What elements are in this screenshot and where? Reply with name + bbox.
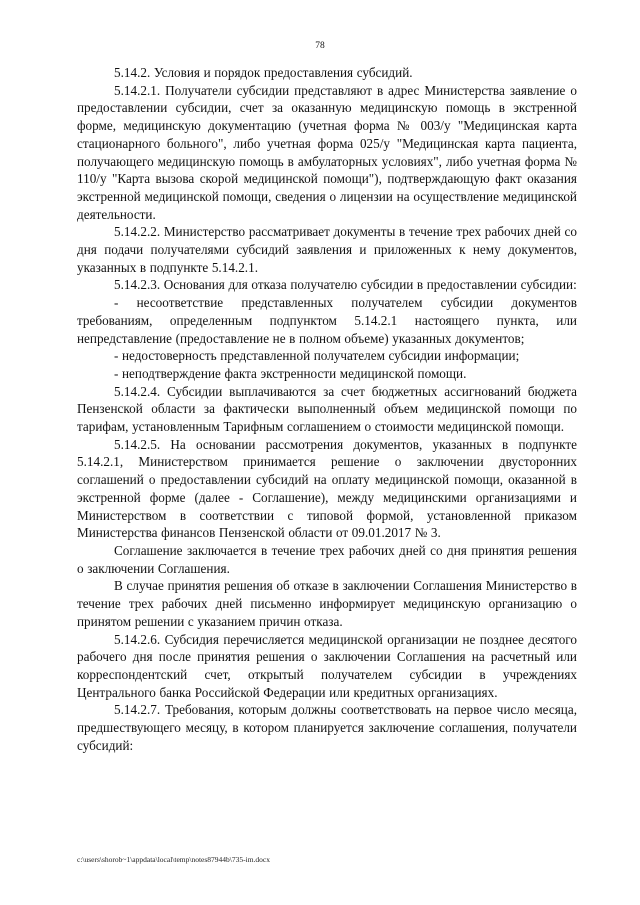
paragraph: 5.14.2.1. Получатели субсидии представляют в адрес Министерства заявление о предоставлении субсидии, счет за оказанную медицинскую помощь в экстренной форме, медицинскую документацию (учетная форма № 003/у "Медицинская карта стационарного больного", либо учетная форма 025/у "Медицинская карта пациента, получающего медицинскую помощь в амбулаторных условиях", либо учетная форма № 110/у "Карта вызова скорой медицинской помощи"), подтверждающую факт оказания экстренной медицинской помощи, сведения о лицензии на осуществление медицинской деятельности. [77, 82, 577, 222]
file-path-footer: c:\users\shorob~1\appdata\local\temp\notes87944b\735-im.docx [77, 855, 270, 864]
paragraph: 5.14.2.4. Субсидии выплачиваются за счет бюджетных ассигнований бюджета Пензенской области за фактически выполненный объем медицинской помощи по тарифам, установленным Тарифным соглашением о стоимости медицинской помощи. [77, 383, 577, 435]
page-number: 78 [315, 41, 325, 51]
paragraph: 5.14.2.6. Субсидия перечисляется медицинской организации не позднее десятого рабочего дня после принятия решения о заключении Соглашения на расчетный или корреспондентский счет, открытый получателем субсидии в учреждениях Центрального банка Российской Федерации или кредитных организациях. [77, 631, 577, 700]
list-item: - неподтверждение факта экстренности медицинской помощи. [114, 365, 467, 381]
list-item: - несоответствие представленных получателем субсидии документов требованиям, определенным подпунктом 5.14.2.1 настоящего пункта, или непредставление (предоставление не в полном объеме) указанных документов; [77, 295, 577, 346]
paragraph: 5.14.2.5. На основании рассмотрения документов, указанных в подпункте 5.14.2.1, Министерством принимается решение о заключении двусторонних соглашений о предоставлении субсидий на оплату медицинской помощи, оказанной в экстренной форме (далее - Соглашение), между медицинскими организациями и Министерством в соответствии с типовой формой, установленной приказом Министерства финансов Пензенской области от 09.01.2017 № 3. [77, 436, 577, 541]
paragraph: В случае принятия решения об отказе в заключении Соглашения Министерство в течение трех рабочих дней письменно информирует медицинскую организацию о принятом решении с указанием причин отказа. [77, 578, 577, 629]
paragraph: 5.14.2.3. Основания для отказа получателю субсидии в предоставлении субсидии: [114, 277, 577, 293]
paragraph: 5.14.2.2. Министерство рассматривает документы в течение трех рабочих дней со дня подачи получателями субсидий заявления и приложенных к нему документов, указанных в подпункте 5.14.2.1. [77, 224, 577, 275]
paragraph: 5.14.2.7. Требования, которым должны соответствовать на первое число месяца, предшествующего месяцу, в котором планируется заключение соглашения, получатели субсидий: [77, 702, 577, 753]
paragraph: Соглашение заключается в течение трех рабочих дней со дня принятия решения о заключении Соглашения. [77, 542, 577, 576]
paragraph: 5.14.2. Условия и порядок предоставления субсидий. [114, 65, 413, 80]
list-item: - недостоверность представленной получателем субсидии информации; [114, 348, 520, 364]
document-body [77, 64, 577, 754]
